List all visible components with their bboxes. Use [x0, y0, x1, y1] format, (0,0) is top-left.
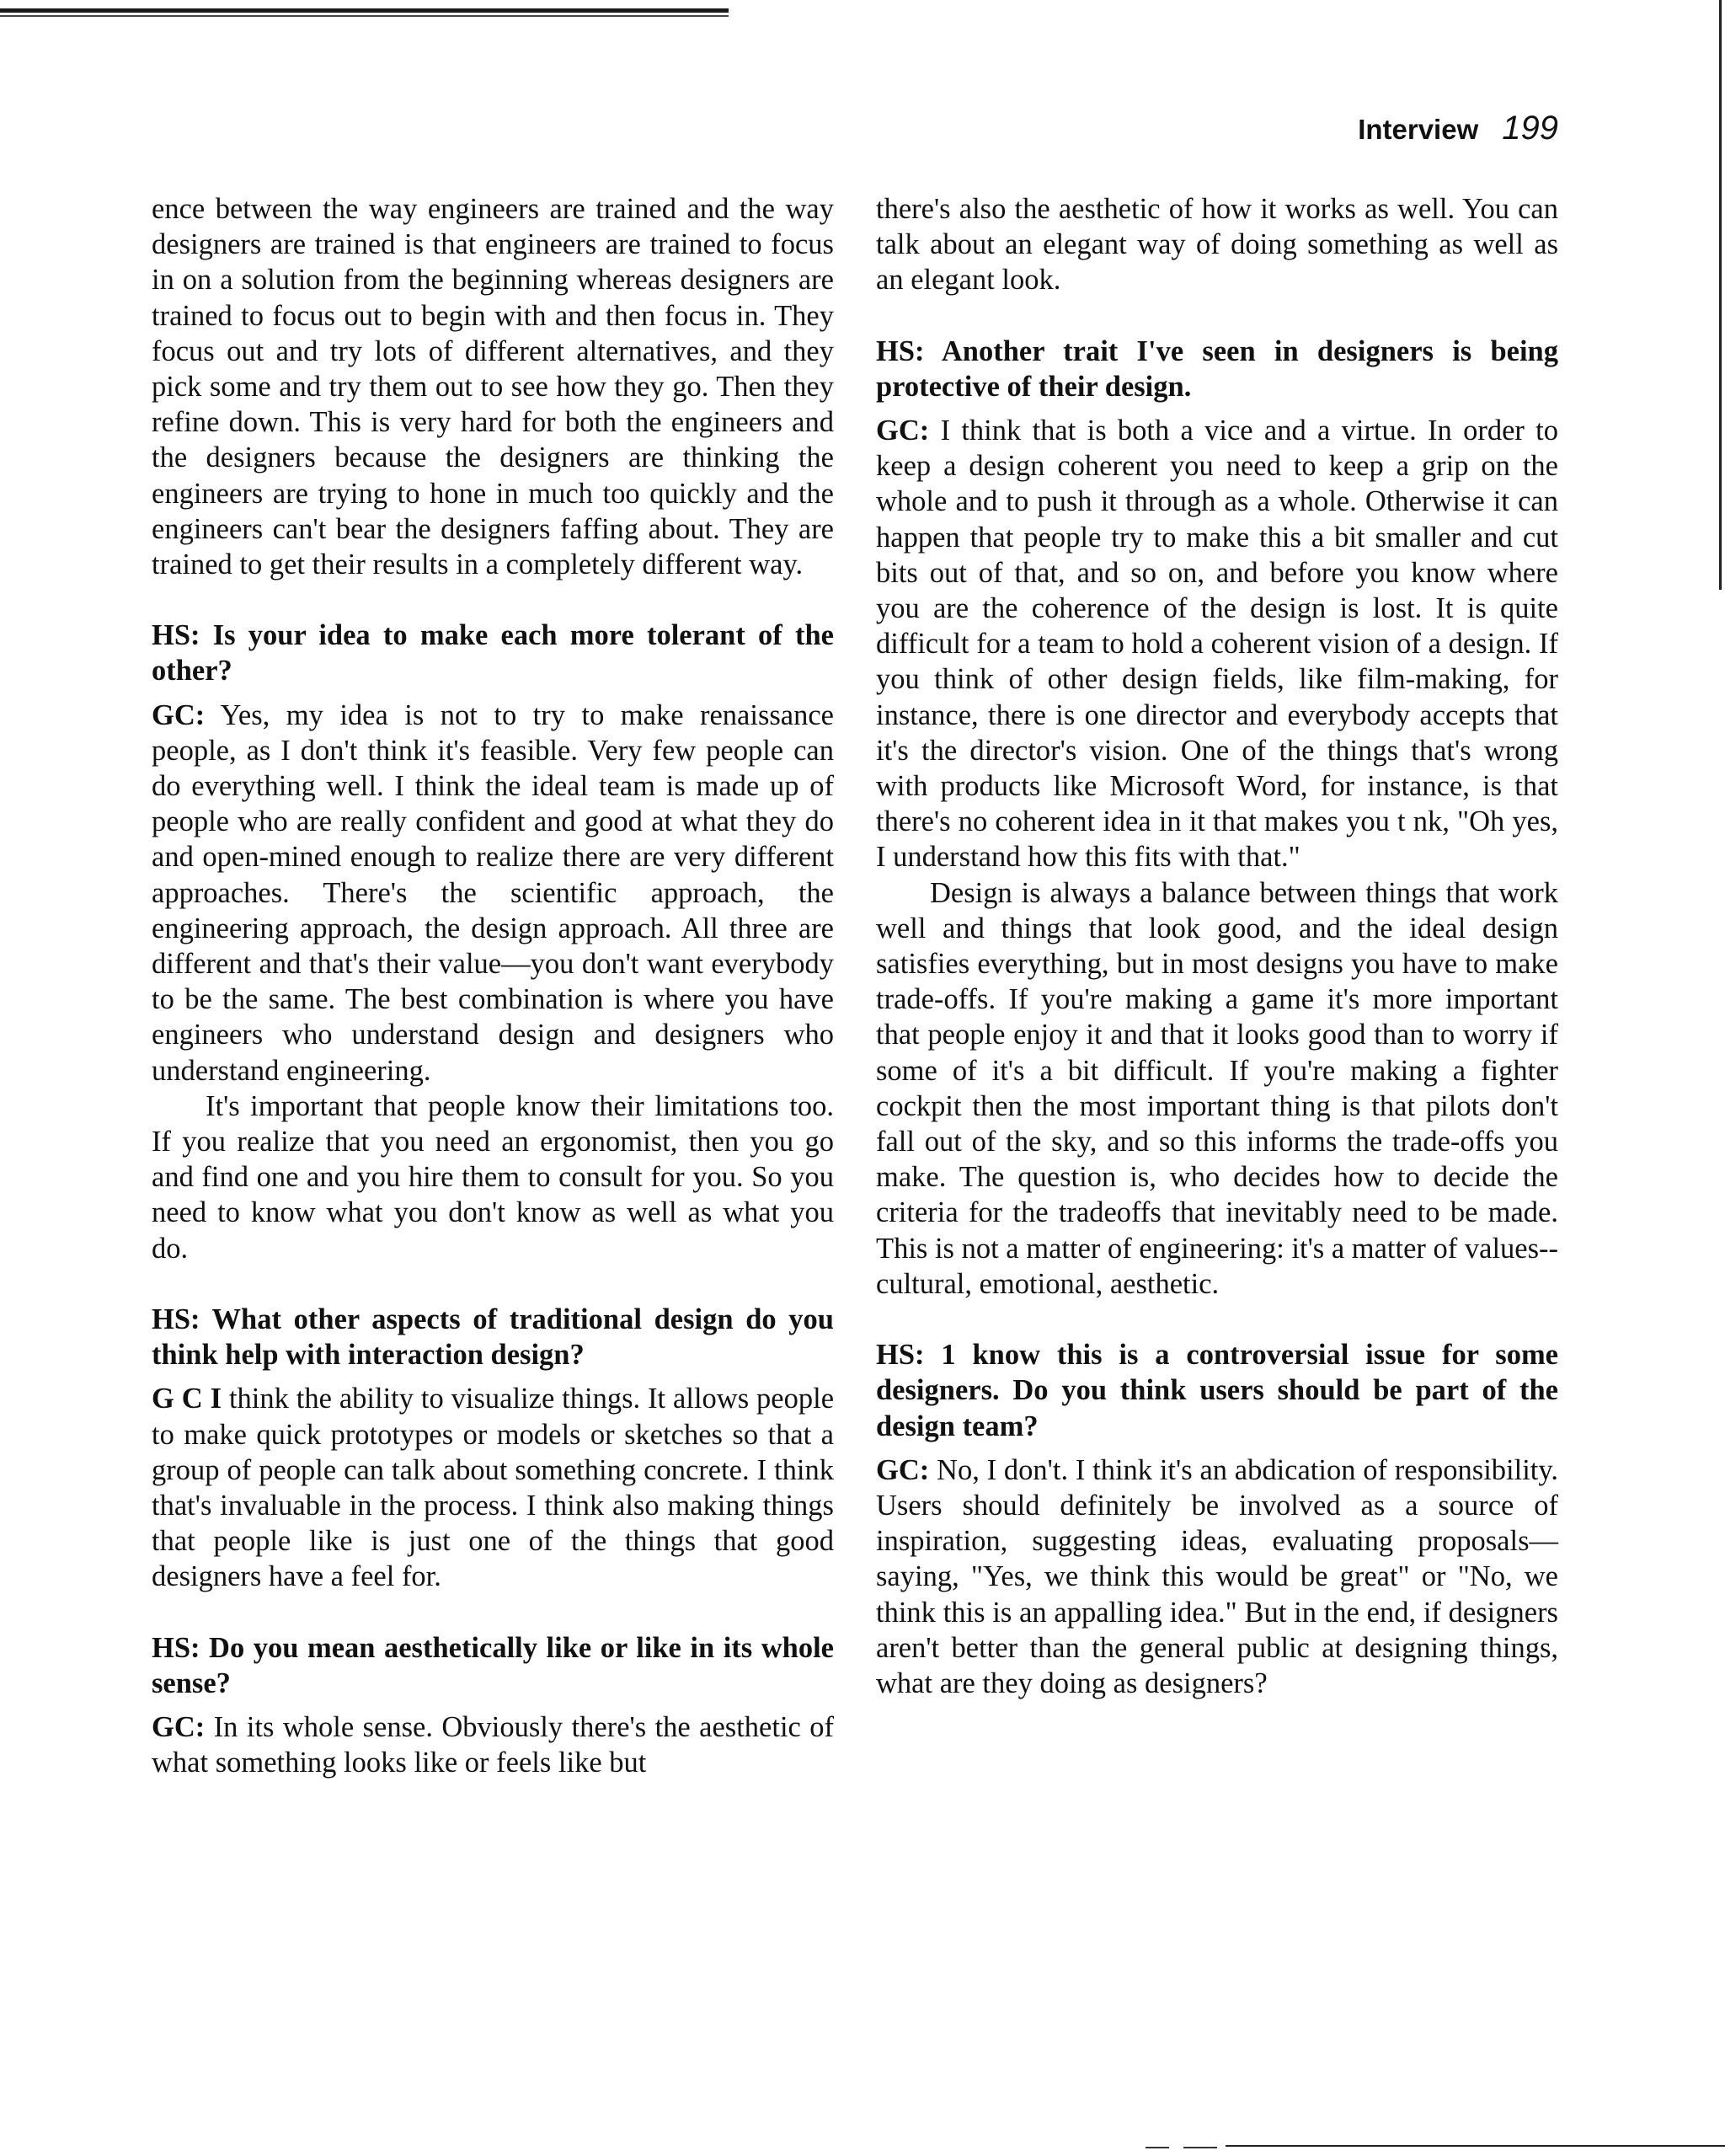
answer-text: Yes, my idea is not to try to make renaissance people, as I don't think it's feasible. Very few people can do everything well. I think the ideal team is made up of people who are really confident and good at what they do and open-mined enough to realize there are very different approaches. There's the scientific approach, the engineering approach, the design approach. All three are different and that's their value—you don't want everybody to be the same. The best combination is where you have engineers who understand design and designers who understand engineering. — [152, 698, 834, 1087]
interview-question: HS: 1 know this is a controversial issue for some designers. Do you think users should be part of the design team? — [876, 1339, 1558, 1442]
right-edge-rule — [1719, 0, 1722, 590]
answer-text: I think that is both a vice and a virtue. In order to keep a design coherent you need to keep a grip on the whole and to push it through as a whole. Otherwise it can happen that people try to make this a bit smaller and cut bits out of that, and so on, and before you know where you are the coherence of the design is lost. It is quite difficult for a team to hold a coherent vision of a design. If you think of other design fields, like film-making, for instance, there is one director and everybody accepts that it's the director's vision. One of the things that's wrong with products like Microsoft Word, for instance, is that there's no coherent idea in it that makes you t nk, "Oh yes, I understand how this fits with that." — [876, 415, 1559, 874]
interview-question: HS: Another trait I've seen in designers is being protective of their design. — [876, 334, 1558, 403]
paragraph: Design is always a balance between things that work well and things that look good, and the ideal design satisfies everything, but in most designs you have to make trade-offs. If you're making a game it's more important that people enjoy it and that it looks good than to worry if some of it's a bit difficult. If you're making a fighter cockpit then the most important thing is that pilots don't fall out of the sky, and so this informs the trade-offs you make. The question is, who decides how to decide the criteria for the tradeoffs that inevitably need to be made. This is not a matter of engineering: it's a matter of values--cultural, emotional, aesthetic. — [876, 876, 1559, 1300]
speaker-label: GC: — [152, 698, 206, 731]
interview-answer — [152, 1709, 834, 1780]
right-column — [876, 191, 1558, 1701]
speaker-label: GC: — [876, 1453, 930, 1486]
bottom-rule — [1226, 2145, 1725, 2147]
interview-question: HS: Is your idea to make each more tolerant of the other? — [152, 619, 834, 687]
speaker-label: GC: — [152, 1710, 206, 1743]
answer-text: No, I don't. I think it's an abdication of responsibility. Users should definitely be involved as a source of inspiration, suggesting ideas, evaluating proposals—saying, "Yes, we think this would be great" or "No, we think this is an appalling idea." But in the end, if designers aren't better than the general public at designing things, what are they doing as designers? — [876, 1453, 1559, 1699]
bottom-dash — [1183, 2147, 1217, 2148]
interview-answer — [876, 1452, 1558, 1701]
page-number: 199 — [1502, 110, 1558, 147]
paragraph: It's important that people know their limitations too. If you realize that you need an ergonomist, then you go and find one and you hire them to consult for you. So you need to know what you don't know as well as what you do. — [152, 1089, 834, 1265]
section-title: Interview — [1358, 114, 1479, 145]
interview-answer — [152, 698, 834, 1089]
answer-text: In its whole sense. Obviously there's the aesthetic of what something looks like or feels like but — [152, 1710, 834, 1779]
answer-text: think the ability to visualize things. It allows people to make quick prototypes or models or sketches so that a group of people can talk about something concrete. I think that's invaluable in the process. I think also making things that people like is just one of the things that good designers have a feel for. — [152, 1383, 835, 1593]
top-rule — [0, 8, 729, 13]
speaker-label: GC: — [876, 415, 930, 447]
left-column — [152, 191, 834, 1780]
speaker-label: G C I — [152, 1383, 222, 1415]
bottom-dash — [1146, 2147, 1169, 2148]
running-head — [1179, 110, 1558, 147]
interview-answer — [876, 413, 1558, 875]
top-rule-thin — [0, 15, 729, 17]
interview-question: HS: Do you mean aesthetically like or like in its whole sense? — [152, 1631, 834, 1699]
paragraph: there's also the aesthetic of how it works as well. You can talk about an elegant way of doing something as well as an elegant look. — [876, 193, 1558, 297]
paragraph: ence between the way engineers are trained and the way designers are trained is that engineers are trained to focus in on a solution from the beginning whereas designers are trained to focus out to begin with and then focus in. They focus out and try lots of different alternatives, and they pick some and try them out to see how they go. Then they refine down. This is very hard for both the engineers and the designers because the designers are thinking the engineers are trying to hone in much too quickly and the engineers can't bear the designers faffing about. They are trained to get their results in a completely different way. — [152, 193, 834, 581]
interview-question: HS: What other aspects of traditional design do you think help with interaction design? — [152, 1303, 834, 1372]
interview-answer — [152, 1381, 834, 1594]
